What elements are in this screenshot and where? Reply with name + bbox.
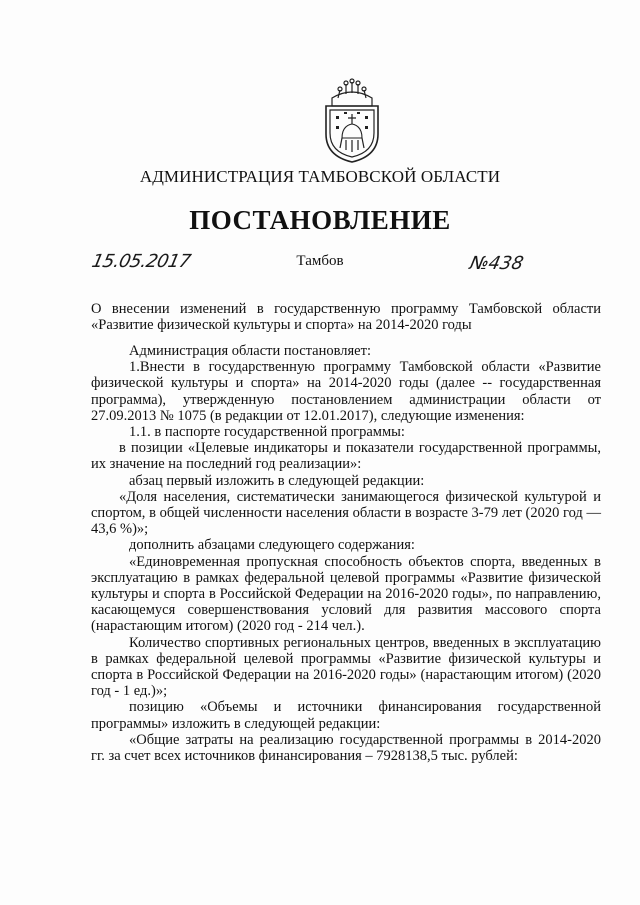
city-name: Тамбов [296,253,344,269]
paragraph-preamble: Администрация области постановляет: [129,343,371,359]
paragraph-quote-expenses: «Общие затраты на реализацию государственной программы в 2014-2020 гг. за счет всех источников финансирования – 7928138,5 тыс. рублей: [91,731,601,765]
paragraph-quote-centers: Количество спортивных региональных центров, введенных в эксплуатацию в рамках федеральной целевой программы «Развитие физической культуры и спорта в Российской Федерации на 2016-2020 годы» (нарастающим итогом) (2020 год - 1 ед.)»; [91,634,601,700]
paragraph-quote-share: «Доля населения, систематически занимающегося физической культурой и спортом, в общей численности населения области в возрасте 3-79 лет (2020 год — 43,6 %)»; [91,488,601,538]
paragraph-item-1: 1.Внести в государственную программу Тамбовской области «Развитие физической культуры и спорта» на 2014-2020 годы (далее -- государственная программа), утвержденную постановлением администрации области от 27.09.2013 № 1075 (в редакции от 12.01.2017), следующие изменения: [91,359,601,424]
paragraph-add-abzacs: дополнить абзацами следующего содержания: [129,537,415,554]
handwritten-date: 15.05.2017 [89,251,193,272]
paragraph-quote-capacity: «Единовременная пропускная способность объектов спорта, введенных в эксплуатацию в рамках федеральной целевой программы «Развитие физической культуры и спорта в Российской Федерации на 2016-2020 годы», по направлению, касающемуся совершенствования условий для развития массового спорта (нарастающим итогом) (2020 год - 214 чел.). [91,553,601,635]
organization-name: АДМИНИСТРАЦИЯ ТАМБОВСКОЙ ОБЛАСТИ [139,167,501,186]
handwritten-document-number: №438 [467,253,526,274]
document-type-title: ПОСТАНОВЛЕНИЕ [189,205,451,235]
tambov-coat-of-arms-icon [318,76,386,164]
paragraph-position-indicators: в позиции «Целевые индикаторы и показатели государственной программы, их значение на последний год реализации»: [91,440,601,473]
document-subject: О внесении изменений в государственную программу Тамбовской области «Развитие физической культуры и спорта» на 2014-2020 годы [91,301,601,333]
paragraph-item-1-1: 1.1. в паспорте государственной программы: [129,424,405,441]
paragraph-first-abzac: абзац первый изложить в следующей редакции: [129,472,425,489]
paragraph-position-financing: позицию «Объемы и источники финансирования государственной программы» изложить в следующей редакции: [91,699,601,732]
document-body [91,343,601,764]
